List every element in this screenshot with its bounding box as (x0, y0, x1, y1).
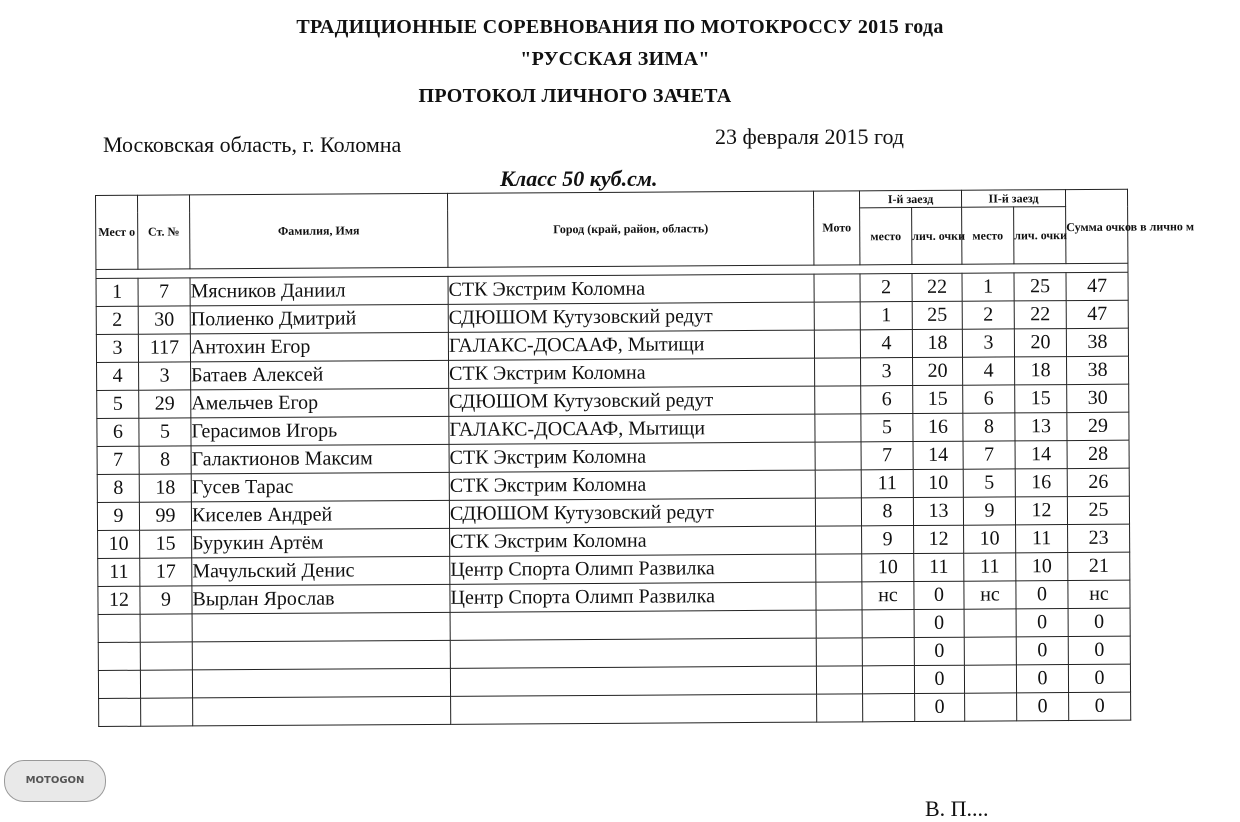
cell-race2-position: 7 (963, 441, 1015, 469)
cell-city: СДЮШОМ Кутузовский редут (449, 498, 815, 528)
cell-race2-points: 0 (1016, 609, 1068, 637)
protocol-title: ПРОТОКОЛ ЛИЧНОГО ЗАЧЕТА (418, 85, 732, 107)
results-body (96, 272, 1131, 726)
cell-race1-position: 2 (860, 274, 912, 302)
cell-start-number: 8 (139, 446, 191, 474)
cell-race2-points: 22 (1014, 301, 1066, 329)
cell-race2-points: 13 (1015, 413, 1067, 441)
cell-place: 1 (96, 278, 138, 306)
cell-race2-position: нс (964, 581, 1016, 609)
cell-race1-points: 10 (913, 469, 963, 497)
cell-race2-position: 1 (962, 273, 1014, 301)
cell-race1-position (862, 638, 914, 666)
event-date: 23 февраля 2015 год (715, 124, 904, 149)
cell-start-number (141, 698, 193, 726)
cell-place: 11 (98, 558, 140, 586)
cell-race2-points: 18 (1015, 357, 1067, 385)
cell-name: Полиенко Дмитрий (190, 304, 448, 334)
cell-race1-points: 14 (913, 441, 963, 469)
cell-place: 12 (98, 586, 140, 614)
location: Московская область, г. Коломна (103, 132, 402, 157)
cell-city: СДЮШОМ Кутузовский редут (448, 302, 814, 332)
header-place: Мест о (96, 195, 138, 269)
cell-race1-points: 20 (913, 357, 963, 385)
header-race1-position: место (860, 208, 912, 265)
cell-city: СТК Экстрим Коломна (450, 526, 816, 556)
competition-name: "РУССКАЯ ЗИМА" (520, 48, 710, 70)
cell-race2-points: 0 (1016, 665, 1068, 693)
cell-start-number: 29 (139, 390, 191, 418)
cell-race1-position (862, 610, 914, 638)
cell-start-number (140, 642, 192, 670)
cell-city (450, 638, 816, 668)
watermark-logo: MOTOGON (4, 760, 106, 802)
header-name: Фамилия, Имя (190, 193, 448, 269)
cell-start-number: 15 (140, 530, 192, 558)
cell-city: СТК Экстрим Коломна (449, 358, 815, 388)
cell-race2-position: 4 (963, 357, 1015, 385)
cell-start-number: 30 (138, 306, 190, 334)
cell-city (451, 694, 817, 724)
cell-race1-position: 7 (861, 442, 913, 470)
cell-city: СТК Экстрим Коломна (449, 470, 815, 500)
cell-race2-position (964, 665, 1016, 693)
cell-name: Герасимов Игорь (191, 416, 449, 446)
cell-place: 6 (97, 418, 139, 446)
header-race2-points: лич. очки (1014, 207, 1066, 264)
cell-moto (816, 582, 862, 610)
cell-race1-points: 22 (912, 273, 962, 301)
cell-race2-position: 6 (963, 385, 1015, 413)
cell-race1-points: 15 (913, 385, 963, 413)
cell-moto (814, 274, 860, 302)
cell-race1-points: 0 (914, 581, 964, 609)
cell-city: СДЮШОМ Кутузовский редут (449, 386, 815, 416)
cell-total: 47 (1066, 272, 1128, 300)
cell-city (450, 666, 816, 696)
cell-race2-points: 25 (1014, 273, 1066, 301)
cell-race1-points: 0 (914, 609, 964, 637)
cell-name: Вырлан Ярослав (192, 584, 450, 614)
cell-start-number (140, 614, 192, 642)
cell-name (192, 668, 450, 698)
cell-moto (817, 694, 863, 722)
cell-race1-position: 10 (862, 554, 914, 582)
cell-race1-position: 8 (861, 498, 913, 526)
cell-total: 21 (1068, 552, 1130, 580)
cell-race2-position (964, 609, 1016, 637)
cell-race2-position: 11 (964, 553, 1016, 581)
cell-start-number: 7 (138, 278, 190, 306)
cell-race1-points: 0 (914, 665, 964, 693)
cell-start-number: 99 (139, 502, 191, 530)
cell-place (98, 614, 140, 642)
class-label: Класс 50 куб.см. (500, 166, 658, 191)
cell-race2-points: 12 (1015, 497, 1067, 525)
cell-place: 8 (97, 474, 139, 502)
cell-race2-position: 8 (963, 413, 1015, 441)
cell-race2-position: 5 (963, 469, 1015, 497)
cell-race2-position (964, 637, 1016, 665)
cell-name (192, 640, 450, 670)
header-race-2: II-й заезд (961, 190, 1065, 208)
cell-total: 25 (1067, 496, 1129, 524)
cell-name: Амельчев Егор (191, 388, 449, 418)
cell-race2-points: 14 (1015, 441, 1067, 469)
cell-race2-points: 20 (1014, 329, 1066, 357)
cell-race2-position: 9 (963, 497, 1015, 525)
cell-race1-position: 1 (860, 302, 912, 330)
cell-total: нс (1068, 580, 1130, 608)
cell-race1-points: 13 (913, 497, 963, 525)
cell-city: СТК Экстрим Коломна (448, 274, 814, 304)
cell-moto (815, 498, 861, 526)
table-row (99, 692, 1131, 726)
cell-race1-points: 25 (912, 301, 962, 329)
cell-race1-points: 12 (914, 525, 964, 553)
cell-race2-points: 0 (1017, 693, 1069, 721)
cell-race1-points: 18 (912, 329, 962, 357)
header-race2-position: место (962, 207, 1014, 264)
cell-race1-position: 9 (862, 526, 914, 554)
cell-race1-position: 11 (861, 470, 913, 498)
cell-start-number: 18 (139, 474, 191, 502)
cell-race2-points: 10 (1016, 553, 1068, 581)
cell-race2-points: 16 (1015, 469, 1067, 497)
cell-city: СТК Экстрим Коломна (449, 442, 815, 472)
cell-race1-points: 16 (913, 413, 963, 441)
cell-name (193, 696, 451, 726)
cell-name: Батаев Алексей (191, 360, 449, 390)
cell-total: 29 (1067, 412, 1129, 440)
cell-name: Мачульский Денис (192, 556, 450, 586)
cell-name: Мясников Даниил (190, 276, 448, 306)
cell-place: 10 (98, 530, 140, 558)
cell-moto (816, 554, 862, 582)
cell-place (99, 698, 141, 726)
header-start-number: Ст. № (138, 195, 190, 269)
cell-race2-points: 11 (1016, 525, 1068, 553)
cell-race1-position (862, 666, 914, 694)
results-table (95, 189, 1195, 727)
header-race1-points: лич. очки (912, 207, 962, 264)
cell-name (192, 612, 450, 642)
cell-total: 28 (1067, 440, 1129, 468)
cell-total: 38 (1067, 356, 1129, 384)
header-race-1: I-й заезд (859, 190, 961, 208)
cell-city: Центр Спорта Олимп Развилка (450, 554, 816, 584)
cell-city (450, 610, 816, 640)
cell-place: 7 (97, 446, 139, 474)
cell-total: 23 (1068, 524, 1130, 552)
cell-race1-points: 0 (915, 693, 965, 721)
cell-total: 26 (1067, 468, 1129, 496)
cell-start-number: 5 (139, 418, 191, 446)
cell-moto (816, 666, 862, 694)
cell-moto (815, 442, 861, 470)
cell-moto (816, 526, 862, 554)
cell-place: 9 (97, 502, 139, 530)
cell-start-number (140, 670, 192, 698)
cell-name: Галактионов Максим (191, 444, 449, 474)
cell-name: Антохин Егор (190, 332, 448, 362)
cell-race1-position: 4 (860, 330, 912, 358)
cell-race2-position: 10 (964, 525, 1016, 553)
cell-city: ГАЛАКС-ДОСААФ, Мытищи (449, 414, 815, 444)
cell-moto (816, 638, 862, 666)
cell-moto (814, 330, 860, 358)
header-moto: Мото (813, 191, 859, 265)
cell-total: 47 (1066, 300, 1128, 328)
cell-total: 0 (1069, 692, 1131, 720)
cell-moto (814, 302, 860, 330)
header-city: Город (край, район, область) (447, 191, 813, 267)
cell-moto (815, 414, 861, 442)
cell-moto (815, 470, 861, 498)
cell-moto (815, 386, 861, 414)
cell-race1-position: 6 (861, 386, 913, 414)
cell-start-number: 9 (140, 586, 192, 614)
cell-race2-position: 2 (962, 301, 1014, 329)
cell-race2-points: 15 (1015, 385, 1067, 413)
cell-race2-points: 0 (1016, 581, 1068, 609)
cell-place (98, 670, 140, 698)
cell-name: Бурукин Артём (192, 528, 450, 558)
cell-race2-points: 0 (1016, 637, 1068, 665)
cell-start-number: 3 (139, 362, 191, 390)
cell-name: Гусев Тарас (191, 472, 449, 502)
cell-race2-position: 3 (962, 329, 1014, 357)
cell-total: 30 (1067, 384, 1129, 412)
header-total: Сумма очков в лично м (1066, 189, 1128, 263)
cell-race1-position: 3 (861, 358, 913, 386)
cell-city: Центр Спорта Олимп Развилка (450, 582, 816, 612)
cell-total: 0 (1068, 636, 1130, 664)
cell-name: Киселев Андрей (191, 500, 449, 530)
cell-moto (816, 610, 862, 638)
cell-city: ГАЛАКС-ДОСААФ, Мытищи (448, 330, 814, 360)
cell-place: 5 (97, 390, 139, 418)
cell-place: 4 (97, 362, 139, 390)
cell-race1-points: 0 (914, 637, 964, 665)
cell-race1-position (863, 694, 915, 722)
cell-place: 2 (96, 306, 138, 334)
competition-title: ТРАДИЦИОННЫЕ СОРЕВНОВАНИЯ ПО МОТОКРОССУ 2015 года (296, 16, 944, 38)
cell-start-number: 117 (138, 334, 190, 362)
cell-total: 38 (1066, 328, 1128, 356)
signature: В. П.... (925, 796, 989, 821)
cell-start-number: 17 (140, 558, 192, 586)
cell-total: 0 (1068, 664, 1130, 692)
cell-race1-position: нс (862, 582, 914, 610)
cell-moto (815, 358, 861, 386)
cell-total: 0 (1068, 608, 1130, 636)
cell-race1-position: 5 (861, 414, 913, 442)
cell-place: 3 (96, 334, 138, 362)
cell-race1-points: 11 (914, 553, 964, 581)
cell-race2-position (965, 693, 1017, 721)
cell-place (98, 642, 140, 670)
